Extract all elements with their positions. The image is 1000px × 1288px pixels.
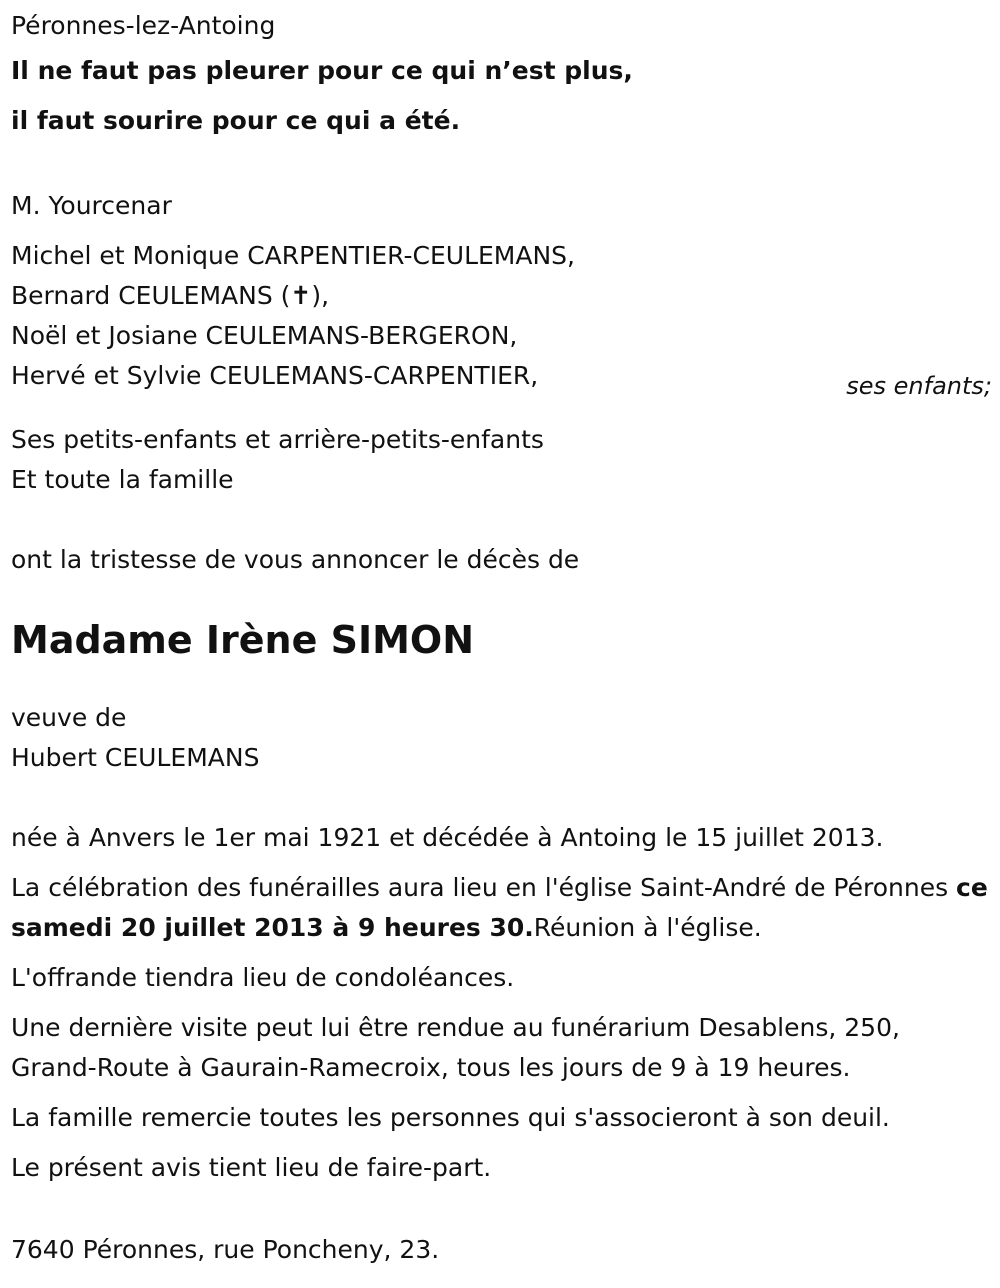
family: Et toute la famille bbox=[11, 465, 234, 494]
thanks: La famille remercie toutes les personnes qui s'associeront à son deuil. bbox=[11, 1103, 890, 1132]
first-family-name: M. Yourcenar bbox=[11, 191, 172, 220]
funeral-date-time: ce samedi 20 juillet 2013 à 9 heures 30. bbox=[11, 873, 988, 942]
birth-death: née à Anvers le 1er mai 1921 et décédée à Antoing le 15 juillet 2013. bbox=[11, 823, 884, 852]
children-list bbox=[11, 236, 992, 400]
quote-line-1: Il ne faut pas pleurer pour ce qui n’est plus, bbox=[11, 56, 633, 85]
notice: Le présent avis tient lieu de faire-part. bbox=[11, 1153, 492, 1182]
child-entry: Noël et Josiane CEULEMANS-BERGERON, bbox=[11, 321, 518, 350]
address: 7640 Péronnes, rue Poncheny, 23. bbox=[11, 1235, 440, 1264]
quote-line-2: il faut sourire pour ce qui a été. bbox=[11, 106, 461, 135]
widow-of: veuve de bbox=[11, 703, 127, 732]
obituary-notice bbox=[11, 6, 992, 1270]
funeral-text-after: Réunion à l'église. bbox=[533, 913, 762, 942]
offering: L'offrande tiendra lieu de condoléances. bbox=[11, 963, 515, 992]
child-entry: Michel et Monique CARPENTIER-CEULEMANS, bbox=[11, 241, 575, 270]
deceased-name: Madame Irène SIMON bbox=[11, 618, 475, 662]
announcement: ont la tristesse de vous annoncer le décès de bbox=[11, 545, 580, 574]
spouse-name: Hubert CEULEMANS bbox=[11, 743, 260, 772]
grandchildren: Ses petits-enfants et arrière-petits-enfants bbox=[11, 425, 544, 454]
funeral-info bbox=[11, 868, 992, 948]
children-tag: ses enfants; bbox=[846, 372, 992, 400]
child-entry: Bernard CEULEMANS (✝), bbox=[11, 281, 330, 310]
location: Péronnes-lez-Antoing bbox=[11, 11, 276, 40]
child-entry: Hervé et Sylvie CEULEMANS-CARPENTIER, bbox=[11, 361, 539, 390]
funeral-text-before: La célébration des funérailles aura lieu en l'église Saint-André de Péronnes bbox=[11, 873, 957, 902]
visit-info: Une dernière visite peut lui être rendue au funérarium Desablens, 250, Grand-Route à Gaurain-Ramecroix, tous les jours de 9 à 19 heures. bbox=[11, 1013, 900, 1082]
